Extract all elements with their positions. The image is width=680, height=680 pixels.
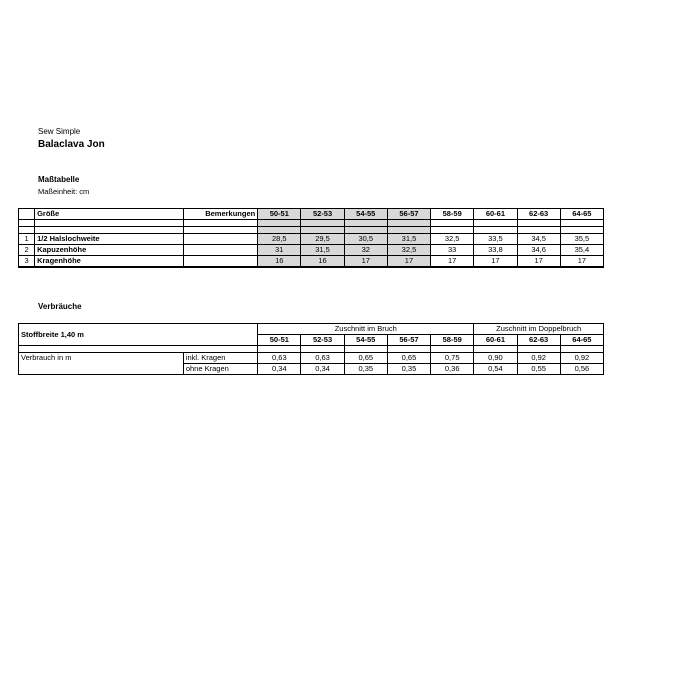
row-label: inkl. Kragen — [183, 353, 257, 364]
measure-cell: 33,5 — [474, 234, 517, 245]
size-header: 54-55 — [344, 335, 387, 346]
measure-cell: 32 — [344, 245, 387, 256]
measure-unit-label: Maßeinheit: cm — [38, 187, 90, 196]
consumption-spacer-row — [19, 346, 604, 353]
measure-spacer-row — [19, 220, 604, 227]
consumption-cell: 0,35 — [387, 364, 430, 375]
consumption-cell: 0,92 — [560, 353, 603, 364]
measure-col-bemerkungen: Bemerkungen — [183, 209, 257, 220]
row-remark — [183, 245, 257, 256]
measure-cell: 35,5 — [560, 234, 603, 245]
measure-header-row — [19, 209, 604, 220]
consumption-cell: 0,34 — [301, 364, 344, 375]
measure-cell: 17 — [517, 256, 560, 268]
measure-cell: 32,5 — [431, 234, 474, 245]
row-label: ohne Kragen — [183, 364, 257, 375]
size-header: 58-59 — [431, 335, 474, 346]
row-number: 1 — [19, 234, 35, 245]
consumption-table — [18, 323, 604, 375]
consumption-cell: 0,36 — [431, 364, 474, 375]
size-header: 58-59 — [431, 209, 474, 220]
measure-cell: 31,5 — [301, 245, 344, 256]
consumption-cell: 0,75 — [431, 353, 474, 364]
measure-cell: 32,5 — [387, 245, 430, 256]
measure-spacer-row — [19, 227, 604, 234]
consumption-row — [19, 353, 604, 364]
measure-cell: 35,4 — [560, 245, 603, 256]
measure-cell: 17 — [344, 256, 387, 268]
measure-cell: 30,5 — [344, 234, 387, 245]
measure-cell: 31,5 — [387, 234, 430, 245]
consumption-cell: 0,34 — [258, 364, 301, 375]
measure-cell: 28,5 — [258, 234, 301, 245]
consumption-cell: 0,55 — [517, 364, 560, 375]
size-header: 64-65 — [560, 335, 603, 346]
row-number: 3 — [19, 256, 35, 268]
size-header: 60-61 — [474, 335, 517, 346]
consumption-cell: 0,90 — [474, 353, 517, 364]
size-header: 54-55 — [344, 209, 387, 220]
consumption-heading: Verbräuche — [38, 302, 82, 311]
measure-cell: 33 — [431, 245, 474, 256]
measure-table-heading: Maßtabelle — [38, 175, 80, 184]
consumption-cell: 0,63 — [258, 353, 301, 364]
measure-cell: 29,5 — [301, 234, 344, 245]
consumption-cell: 0,92 — [517, 353, 560, 364]
consumption-cell: 0,35 — [344, 364, 387, 375]
measure-cell: 33,8 — [474, 245, 517, 256]
stoffbreite-label: Stoffbreite 1,40 m — [19, 324, 258, 346]
measure-row — [19, 234, 604, 245]
row-label: Kragenhöhe — [35, 256, 184, 268]
consumption-cell: 0,63 — [301, 353, 344, 364]
size-header: 56-57 — [387, 209, 430, 220]
measure-cell: 16 — [301, 256, 344, 268]
row-label: 1/2 Halslochweite — [35, 234, 184, 245]
measure-cell: 17 — [474, 256, 517, 268]
group-bruch-header: Zuschnitt im Bruch — [258, 324, 474, 335]
measure-cell: 34,6 — [517, 245, 560, 256]
size-header: 52-53 — [301, 209, 344, 220]
consumption-cell: 0,54 — [474, 364, 517, 375]
measure-cell: 17 — [387, 256, 430, 268]
measure-table — [18, 208, 604, 268]
size-header: 62-63 — [517, 335, 560, 346]
consumption-cell: 0,56 — [560, 364, 603, 375]
measure-cell: 31 — [258, 245, 301, 256]
measure-num-header — [19, 209, 35, 220]
row-label: Kapuzenhöhe — [35, 245, 184, 256]
document-title: Balaclava Jon — [38, 139, 105, 150]
size-header: 64-65 — [560, 209, 603, 220]
measure-col-groesse: Größe — [35, 209, 184, 220]
row-number: 2 — [19, 245, 35, 256]
size-header: 60-61 — [474, 209, 517, 220]
measure-row — [19, 256, 604, 268]
size-header: 52-53 — [301, 335, 344, 346]
size-header: 50-51 — [258, 209, 301, 220]
measure-row — [19, 245, 604, 256]
row-remark — [183, 234, 257, 245]
group-doppelbruch-header: Zuschnitt im Doppelbruch — [474, 324, 604, 335]
size-header: 62-63 — [517, 209, 560, 220]
measure-cell: 16 — [258, 256, 301, 268]
brand-name: Sew Simple — [38, 127, 81, 136]
measure-cell: 34,5 — [517, 234, 560, 245]
measure-cell: 17 — [560, 256, 603, 268]
size-header: 56-57 — [387, 335, 430, 346]
size-header: 50-51 — [258, 335, 301, 346]
measure-cell: 17 — [431, 256, 474, 268]
verbrauch-label: Verbrauch in m — [19, 353, 184, 375]
consumption-group-row — [19, 324, 604, 335]
consumption-cell: 0,65 — [387, 353, 430, 364]
consumption-cell: 0,65 — [344, 353, 387, 364]
row-remark — [183, 256, 257, 268]
